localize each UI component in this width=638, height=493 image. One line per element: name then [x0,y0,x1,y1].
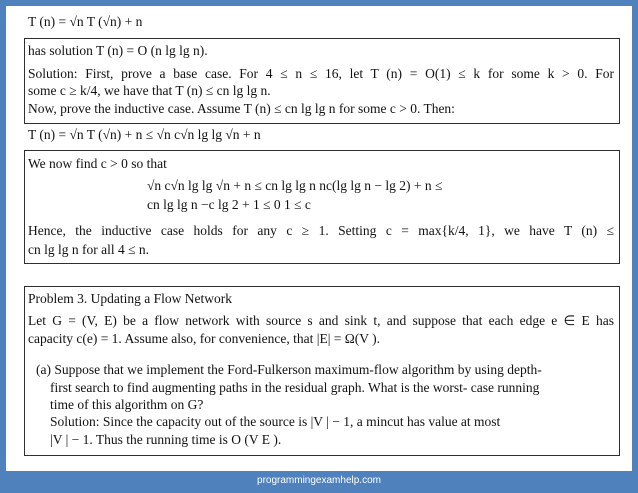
solution-statement: has solution T (n) = O (n lg lg n). [28,43,208,58]
base-case-line-2: some c ≥ k/4, we have that T (n) ≤ cn lg lg n. [28,83,271,98]
footer-bar [6,471,632,493]
footer-website: programmingexamhelp.com [257,475,381,486]
inductive-equation: T (n) = √n T (√n) + n ≤ √n c√n lg lg √n + n [28,127,261,142]
part-a-solution-line-2: |V | − 1. Thus the running time is O (V E ). [50,432,282,447]
find-c-intro: We now find c > 0 so that [28,156,167,171]
recurrence-equation: T (n) = √n T (√n) + n [28,14,143,29]
base-case-line: Solution: First, prove a base case. For 4 ≤ n ≤ 16, let T (n) = O(1) ≤ k for some k > 0. For [28,66,614,81]
problem-statement-line-2: capacity c(e) = 1. Assume also, for convenience, that |E| = Ω(V ). [28,331,381,346]
part-a-question-line-1: (a) Suppose that we implement the Ford-Fulkerson maximum-flow algorithm by using depth- [36,362,542,377]
part-a-solution-line-1: Solution: Since the capacity out of the source is |V | − 1, a mincut has value at most [50,414,501,429]
inductive-case-line: Now, prove the inductive case. Assume T (n) ≤ cn lg lg n for some c > 0. Then: [28,101,455,116]
derivation-line-2: cn lg lg n −c lg 2 + 1 ≤ 0 1 ≤ c [147,197,311,212]
conclusion-line: Hence, the inductive case holds for any c ≥ 1. Setting c = max{k/4, 1}, we have T (n) ≤ [28,223,614,238]
derivation-line-1: √n c√n lg lg √n + n ≤ cn lg lg n nc(lg lg n − lg 2) + n ≤ [147,178,443,193]
conclusion-line-2: cn lg lg n for all 4 ≤ n. [28,242,150,257]
part-a-question-line-3: time of this algorithm on G? [50,397,204,412]
problem-title: Problem 3. Updating a Flow Network [28,291,232,306]
part-a-question-line-2: first search to find augmenting paths in the residual graph. What is the worst- case running [50,380,540,395]
problem-statement-line-1: Let G = (V, E) be a flow network with source s and sink t, and suppose that each edge e ∈ E has [28,313,614,328]
